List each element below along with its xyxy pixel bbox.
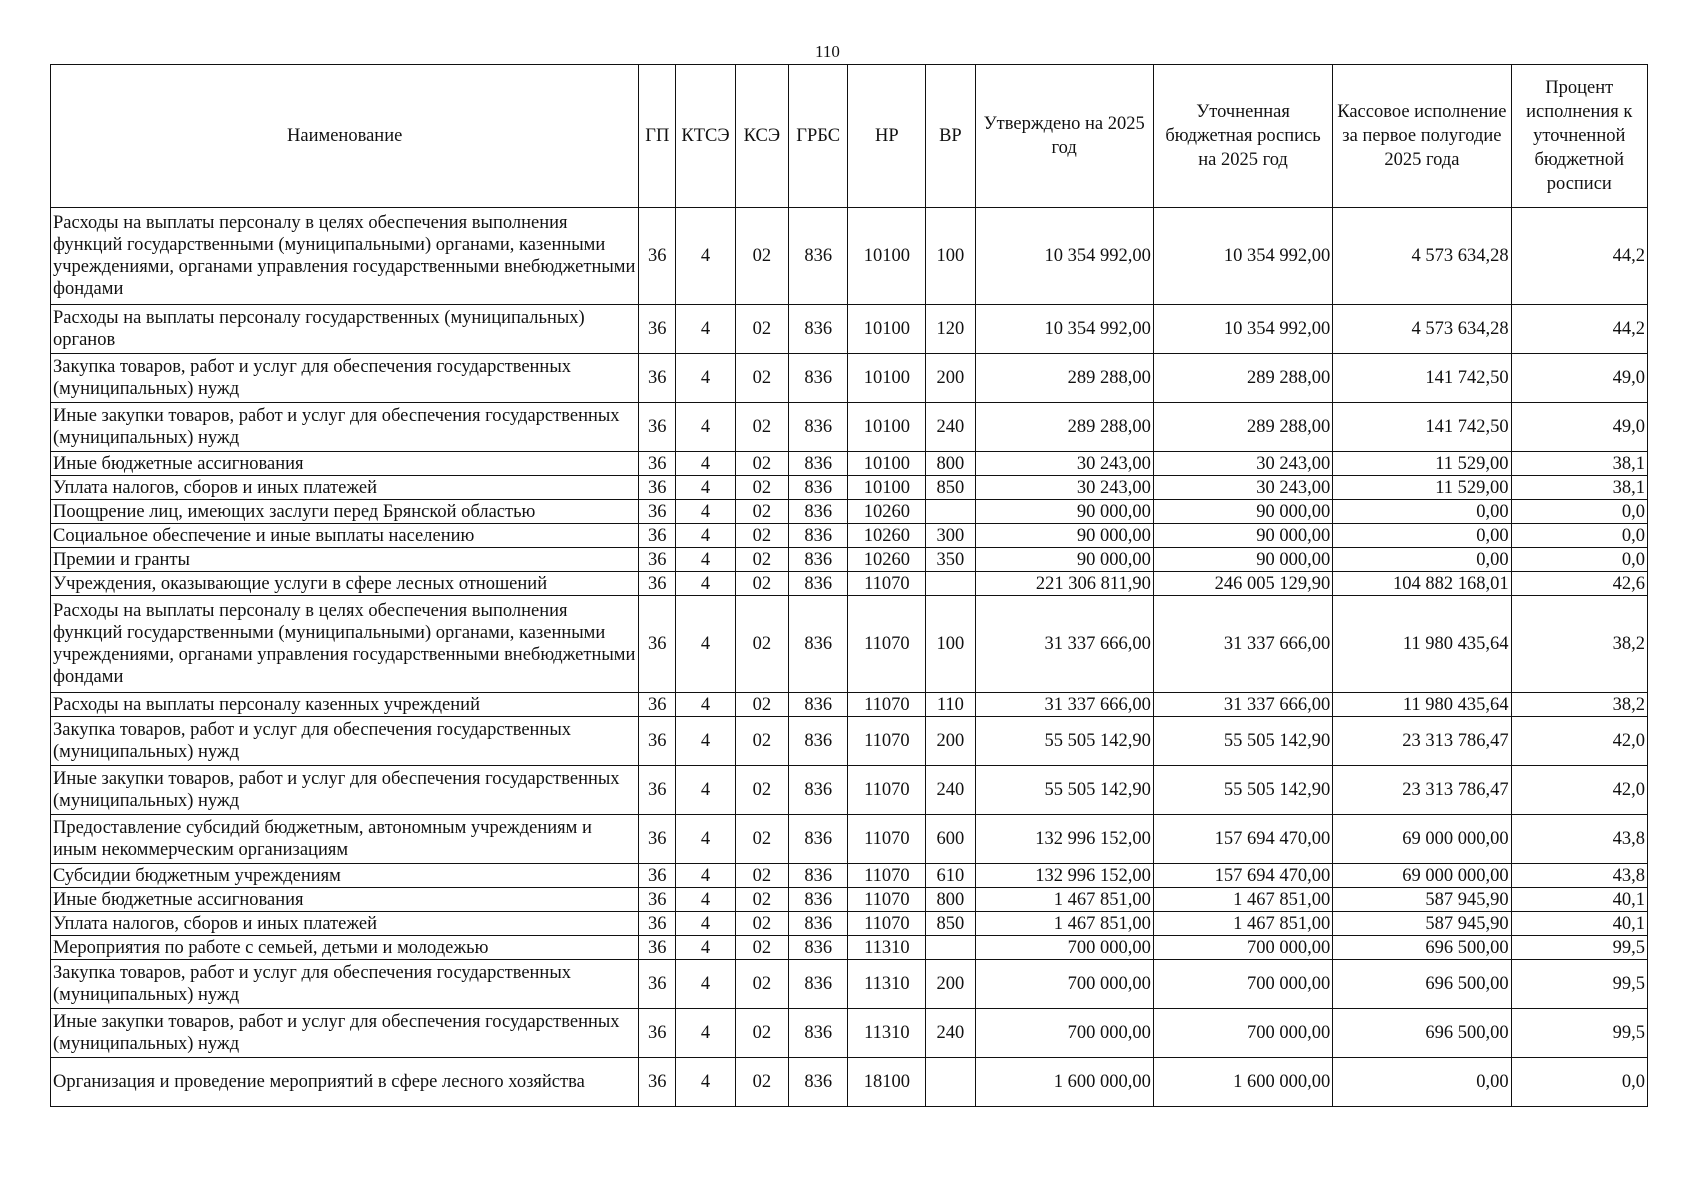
- table-row: [51, 452, 1648, 476]
- cell-vr: [926, 572, 975, 596]
- cell-kse: 02: [735, 208, 788, 305]
- cell-refined: 10 354 992,00: [1153, 305, 1332, 354]
- cell-name: Расходы на выплаты персоналу казенных учреждений: [51, 693, 639, 717]
- cell-np: 11070: [848, 912, 926, 936]
- cell-refined: 31 337 666,00: [1153, 693, 1332, 717]
- cell-percent: 0,0: [1511, 500, 1647, 524]
- table-row: [51, 476, 1648, 500]
- cell-gp: 36: [639, 452, 676, 476]
- cell-vr: 850: [926, 912, 975, 936]
- cell-ktse: 4: [676, 305, 735, 354]
- cell-np: 10100: [848, 476, 926, 500]
- header-np: НР: [848, 65, 926, 208]
- header-ktse: КТСЭ: [676, 65, 735, 208]
- cell-gp: 36: [639, 354, 676, 403]
- cell-grbs: 836: [788, 960, 847, 1009]
- cell-percent: 99,5: [1511, 960, 1647, 1009]
- cell-grbs: 836: [788, 912, 847, 936]
- table-row: [51, 693, 1648, 717]
- cell-gp: 36: [639, 912, 676, 936]
- cell-executed: 23 313 786,47: [1333, 717, 1511, 766]
- cell-np: 11070: [848, 766, 926, 815]
- cell-grbs: 836: [788, 936, 847, 960]
- cell-gp: 36: [639, 1058, 676, 1107]
- cell-ktse: 4: [676, 864, 735, 888]
- cell-name: Иные закупки товаров, работ и услуг для обеспечения государственных (муниципальных) нужд: [51, 766, 639, 815]
- cell-ktse: 4: [676, 572, 735, 596]
- cell-kse: 02: [735, 572, 788, 596]
- cell-executed: 4 573 634,28: [1333, 208, 1511, 305]
- cell-gp: 36: [639, 693, 676, 717]
- cell-name: Субсидии бюджетным учреждениям: [51, 864, 639, 888]
- cell-percent: 38,1: [1511, 452, 1647, 476]
- cell-kse: 02: [735, 354, 788, 403]
- cell-approved: 700 000,00: [975, 960, 1153, 1009]
- cell-kse: 02: [735, 766, 788, 815]
- cell-percent: 43,8: [1511, 864, 1647, 888]
- cell-vr: 120: [926, 305, 975, 354]
- cell-np: 11310: [848, 936, 926, 960]
- cell-gp: 36: [639, 717, 676, 766]
- budget-table: [50, 64, 1648, 1107]
- table-row: [51, 1009, 1648, 1058]
- cell-executed: 4 573 634,28: [1333, 305, 1511, 354]
- cell-np: 11310: [848, 1009, 926, 1058]
- cell-vr: 110: [926, 693, 975, 717]
- cell-refined: 246 005 129,90: [1153, 572, 1332, 596]
- cell-name: Премии и гранты: [51, 548, 639, 572]
- cell-percent: 49,0: [1511, 403, 1647, 452]
- cell-refined: 1 600 000,00: [1153, 1058, 1332, 1107]
- cell-np: 10100: [848, 403, 926, 452]
- cell-gp: 36: [639, 766, 676, 815]
- cell-ktse: 4: [676, 403, 735, 452]
- cell-percent: 40,1: [1511, 888, 1647, 912]
- cell-vr: [926, 936, 975, 960]
- cell-percent: 38,2: [1511, 693, 1647, 717]
- table-row: [51, 305, 1648, 354]
- cell-gp: 36: [639, 476, 676, 500]
- cell-name: Закупка товаров, работ и услуг для обеспечения государственных (муниципальных) нужд: [51, 960, 639, 1009]
- cell-name: Расходы на выплаты персоналу в целях обеспечения выполнения функций государственными (муниципальными) органами, казенными учреждениями, органами управления государственными внебюджетными фондами: [51, 596, 639, 693]
- cell-name: Иные закупки товаров, работ и услуг для обеспечения государственных (муниципальных) нужд: [51, 403, 639, 452]
- cell-kse: 02: [735, 960, 788, 1009]
- cell-kse: 02: [735, 596, 788, 693]
- cell-vr: 300: [926, 524, 975, 548]
- cell-ktse: 4: [676, 548, 735, 572]
- cell-refined: 55 505 142,90: [1153, 766, 1332, 815]
- cell-percent: 38,1: [1511, 476, 1647, 500]
- cell-gp: 36: [639, 548, 676, 572]
- cell-grbs: 836: [788, 524, 847, 548]
- cell-ktse: 4: [676, 1058, 735, 1107]
- cell-approved: 1 467 851,00: [975, 888, 1153, 912]
- cell-np: 10100: [848, 452, 926, 476]
- cell-executed: 0,00: [1333, 548, 1511, 572]
- cell-gp: 36: [639, 936, 676, 960]
- cell-refined: 30 243,00: [1153, 476, 1332, 500]
- cell-grbs: 836: [788, 815, 847, 864]
- cell-approved: 700 000,00: [975, 936, 1153, 960]
- cell-ktse: 4: [676, 452, 735, 476]
- cell-name: Иные закупки товаров, работ и услуг для обеспечения государственных (муниципальных) нужд: [51, 1009, 639, 1058]
- cell-np: 11070: [848, 717, 926, 766]
- cell-refined: 90 000,00: [1153, 524, 1332, 548]
- cell-kse: 02: [735, 500, 788, 524]
- cell-grbs: 836: [788, 476, 847, 500]
- cell-executed: 696 500,00: [1333, 1009, 1511, 1058]
- cell-ktse: 4: [676, 815, 735, 864]
- cell-vr: 350: [926, 548, 975, 572]
- cell-gp: 36: [639, 815, 676, 864]
- cell-approved: 30 243,00: [975, 476, 1153, 500]
- table-row: [51, 1058, 1648, 1107]
- cell-vr: 800: [926, 888, 975, 912]
- cell-kse: 02: [735, 815, 788, 864]
- cell-grbs: 836: [788, 1009, 847, 1058]
- cell-percent: 42,6: [1511, 572, 1647, 596]
- cell-gp: 36: [639, 888, 676, 912]
- cell-grbs: 836: [788, 305, 847, 354]
- cell-executed: 141 742,50: [1333, 354, 1511, 403]
- cell-gp: 36: [639, 1009, 676, 1058]
- cell-executed: 587 945,90: [1333, 912, 1511, 936]
- cell-percent: 44,2: [1511, 305, 1647, 354]
- header-percent: Процент исполнения к уточненной бюджетной росписи: [1511, 65, 1647, 208]
- cell-np: 11070: [848, 815, 926, 864]
- cell-gp: 36: [639, 864, 676, 888]
- table-row: [51, 354, 1648, 403]
- cell-vr: 850: [926, 476, 975, 500]
- cell-approved: 700 000,00: [975, 1009, 1153, 1058]
- cell-approved: 31 337 666,00: [975, 693, 1153, 717]
- cell-kse: 02: [735, 476, 788, 500]
- cell-ktse: 4: [676, 888, 735, 912]
- table-row: [51, 888, 1648, 912]
- header-name: Наименование: [51, 65, 639, 208]
- table-row: [51, 717, 1648, 766]
- cell-name: Учреждения, оказывающие услуги в сфере лесных отношений: [51, 572, 639, 596]
- cell-vr: 240: [926, 766, 975, 815]
- cell-np: 11070: [848, 693, 926, 717]
- cell-kse: 02: [735, 912, 788, 936]
- cell-name: Расходы на выплаты персоналу государственных (муниципальных) органов: [51, 305, 639, 354]
- cell-np: 11070: [848, 888, 926, 912]
- cell-kse: 02: [735, 305, 788, 354]
- cell-refined: 700 000,00: [1153, 1009, 1332, 1058]
- cell-executed: 11 529,00: [1333, 452, 1511, 476]
- table-body: [51, 208, 1648, 1107]
- cell-gp: 36: [639, 572, 676, 596]
- cell-np: 18100: [848, 1058, 926, 1107]
- cell-grbs: 836: [788, 864, 847, 888]
- cell-executed: 141 742,50: [1333, 403, 1511, 452]
- cell-vr: [926, 1058, 975, 1107]
- cell-kse: 02: [735, 864, 788, 888]
- cell-refined: 90 000,00: [1153, 548, 1332, 572]
- cell-np: 10100: [848, 354, 926, 403]
- table-row: [51, 912, 1648, 936]
- cell-grbs: 836: [788, 500, 847, 524]
- cell-percent: 40,1: [1511, 912, 1647, 936]
- cell-refined: 157 694 470,00: [1153, 815, 1332, 864]
- cell-percent: 43,8: [1511, 815, 1647, 864]
- cell-name: Организация и проведение мероприятий в сфере лесного хозяйства: [51, 1058, 639, 1107]
- table-row: [51, 766, 1648, 815]
- cell-approved: 31 337 666,00: [975, 596, 1153, 693]
- cell-kse: 02: [735, 1058, 788, 1107]
- cell-grbs: 836: [788, 208, 847, 305]
- cell-vr: 800: [926, 452, 975, 476]
- cell-percent: 0,0: [1511, 548, 1647, 572]
- cell-gp: 36: [639, 596, 676, 693]
- cell-percent: 99,5: [1511, 936, 1647, 960]
- table-row: [51, 864, 1648, 888]
- cell-vr: 200: [926, 960, 975, 1009]
- cell-ktse: 4: [676, 717, 735, 766]
- cell-ktse: 4: [676, 936, 735, 960]
- cell-percent: 49,0: [1511, 354, 1647, 403]
- cell-approved: 10 354 992,00: [975, 208, 1153, 305]
- cell-name: Иные бюджетные ассигнования: [51, 888, 639, 912]
- cell-percent: 0,0: [1511, 1058, 1647, 1107]
- cell-name: Расходы на выплаты персоналу в целях обеспечения выполнения функций государственными (муниципальными) органами, казенными учреждениями, органами управления государственными внебюджетными фондами: [51, 208, 639, 305]
- cell-name: Иные бюджетные ассигнования: [51, 452, 639, 476]
- cell-kse: 02: [735, 1009, 788, 1058]
- cell-percent: 42,0: [1511, 766, 1647, 815]
- cell-name: Социальное обеспечение и иные выплаты населению: [51, 524, 639, 548]
- table-row: [51, 960, 1648, 1009]
- header-grbs: ГРБС: [788, 65, 847, 208]
- cell-grbs: 836: [788, 354, 847, 403]
- header-executed: Кассовое исполнение за первое полугодие 2025 года: [1333, 65, 1511, 208]
- cell-np: 10100: [848, 208, 926, 305]
- table-row: [51, 548, 1648, 572]
- table-row: [51, 936, 1648, 960]
- cell-ktse: 4: [676, 208, 735, 305]
- cell-grbs: 836: [788, 1058, 847, 1107]
- cell-gp: 36: [639, 500, 676, 524]
- cell-refined: 157 694 470,00: [1153, 864, 1332, 888]
- header-vr: ВР: [926, 65, 975, 208]
- table-header-row: [51, 65, 1648, 208]
- cell-approved: 90 000,00: [975, 524, 1153, 548]
- cell-ktse: 4: [676, 500, 735, 524]
- table-row: [51, 815, 1648, 864]
- cell-vr: 100: [926, 596, 975, 693]
- cell-approved: 221 306 811,90: [975, 572, 1153, 596]
- cell-ktse: 4: [676, 766, 735, 815]
- page-number: 110: [815, 42, 840, 61]
- cell-ktse: 4: [676, 960, 735, 1009]
- cell-refined: 700 000,00: [1153, 936, 1332, 960]
- cell-gp: 36: [639, 524, 676, 548]
- cell-refined: 1 467 851,00: [1153, 888, 1332, 912]
- table-row: [51, 500, 1648, 524]
- cell-ktse: 4: [676, 354, 735, 403]
- cell-grbs: 836: [788, 888, 847, 912]
- cell-approved: 1 600 000,00: [975, 1058, 1153, 1107]
- cell-np: 10260: [848, 500, 926, 524]
- cell-vr: 610: [926, 864, 975, 888]
- cell-approved: 132 996 152,00: [975, 815, 1153, 864]
- cell-np: 11070: [848, 864, 926, 888]
- cell-grbs: 836: [788, 693, 847, 717]
- cell-np: 10100: [848, 305, 926, 354]
- cell-executed: 69 000 000,00: [1333, 815, 1511, 864]
- table-row: [51, 572, 1648, 596]
- cell-name: Уплата налогов, сборов и иных платежей: [51, 476, 639, 500]
- cell-percent: 42,0: [1511, 717, 1647, 766]
- cell-ktse: 4: [676, 693, 735, 717]
- cell-kse: 02: [735, 936, 788, 960]
- cell-np: 11070: [848, 572, 926, 596]
- cell-kse: 02: [735, 693, 788, 717]
- cell-vr: 600: [926, 815, 975, 864]
- cell-percent: 0,0: [1511, 524, 1647, 548]
- cell-percent: 44,2: [1511, 208, 1647, 305]
- table-row: [51, 524, 1648, 548]
- table-row: [51, 596, 1648, 693]
- cell-executed: 0,00: [1333, 500, 1511, 524]
- cell-grbs: 836: [788, 403, 847, 452]
- cell-name: Закупка товаров, работ и услуг для обеспечения государственных (муниципальных) нужд: [51, 717, 639, 766]
- cell-kse: 02: [735, 548, 788, 572]
- cell-percent: 38,2: [1511, 596, 1647, 693]
- cell-name: Предоставление субсидий бюджетным, автономным учреждениям и иным некоммерческим организациям: [51, 815, 639, 864]
- cell-refined: 1 467 851,00: [1153, 912, 1332, 936]
- cell-ktse: 4: [676, 1009, 735, 1058]
- cell-executed: 104 882 168,01: [1333, 572, 1511, 596]
- cell-name: Поощрение лиц, имеющих заслуги перед Брянской областью: [51, 500, 639, 524]
- header-gp: ГП: [639, 65, 676, 208]
- cell-vr: 240: [926, 403, 975, 452]
- cell-vr: 100: [926, 208, 975, 305]
- cell-executed: 696 500,00: [1333, 936, 1511, 960]
- cell-name: Закупка товаров, работ и услуг для обеспечения государственных (муниципальных) нужд: [51, 354, 639, 403]
- cell-executed: 0,00: [1333, 1058, 1511, 1107]
- cell-kse: 02: [735, 888, 788, 912]
- cell-approved: 289 288,00: [975, 354, 1153, 403]
- cell-name: Мероприятия по работе с семьей, детьми и молодежью: [51, 936, 639, 960]
- cell-approved: 30 243,00: [975, 452, 1153, 476]
- cell-approved: 55 505 142,90: [975, 766, 1153, 815]
- cell-grbs: 836: [788, 596, 847, 693]
- header-refined: Уточненная бюджетная роспись на 2025 год: [1153, 65, 1332, 208]
- cell-executed: 69 000 000,00: [1333, 864, 1511, 888]
- cell-np: 10260: [848, 548, 926, 572]
- cell-gp: 36: [639, 208, 676, 305]
- cell-executed: 0,00: [1333, 524, 1511, 548]
- header-approved: Утверждено на 2025 год: [975, 65, 1153, 208]
- cell-approved: 10 354 992,00: [975, 305, 1153, 354]
- cell-approved: 289 288,00: [975, 403, 1153, 452]
- cell-approved: 55 505 142,90: [975, 717, 1153, 766]
- cell-executed: 11 529,00: [1333, 476, 1511, 500]
- cell-ktse: 4: [676, 912, 735, 936]
- cell-executed: 23 313 786,47: [1333, 766, 1511, 815]
- cell-executed: 587 945,90: [1333, 888, 1511, 912]
- cell-grbs: 836: [788, 572, 847, 596]
- cell-approved: 132 996 152,00: [975, 864, 1153, 888]
- table-row: [51, 403, 1648, 452]
- cell-refined: 289 288,00: [1153, 403, 1332, 452]
- cell-vr: 200: [926, 354, 975, 403]
- cell-executed: 11 980 435,64: [1333, 693, 1511, 717]
- cell-gp: 36: [639, 960, 676, 1009]
- cell-refined: 55 505 142,90: [1153, 717, 1332, 766]
- cell-name: Уплата налогов, сборов и иных платежей: [51, 912, 639, 936]
- cell-executed: 696 500,00: [1333, 960, 1511, 1009]
- cell-refined: 31 337 666,00: [1153, 596, 1332, 693]
- cell-grbs: 836: [788, 452, 847, 476]
- cell-gp: 36: [639, 403, 676, 452]
- cell-executed: 11 980 435,64: [1333, 596, 1511, 693]
- table-row: [51, 208, 1648, 305]
- cell-refined: 30 243,00: [1153, 452, 1332, 476]
- cell-ktse: 4: [676, 596, 735, 693]
- cell-ktse: 4: [676, 524, 735, 548]
- cell-grbs: 836: [788, 548, 847, 572]
- cell-np: 11310: [848, 960, 926, 1009]
- cell-kse: 02: [735, 717, 788, 766]
- cell-refined: 10 354 992,00: [1153, 208, 1332, 305]
- cell-ktse: 4: [676, 476, 735, 500]
- cell-approved: 90 000,00: [975, 500, 1153, 524]
- cell-refined: 700 000,00: [1153, 960, 1332, 1009]
- cell-kse: 02: [735, 403, 788, 452]
- cell-vr: [926, 500, 975, 524]
- header-kse: КСЭ: [735, 65, 788, 208]
- cell-kse: 02: [735, 452, 788, 476]
- cell-approved: 1 467 851,00: [975, 912, 1153, 936]
- cell-percent: 99,5: [1511, 1009, 1647, 1058]
- cell-approved: 90 000,00: [975, 548, 1153, 572]
- cell-gp: 36: [639, 305, 676, 354]
- cell-np: 10260: [848, 524, 926, 548]
- cell-grbs: 836: [788, 717, 847, 766]
- cell-refined: 90 000,00: [1153, 500, 1332, 524]
- cell-np: 11070: [848, 596, 926, 693]
- cell-refined: 289 288,00: [1153, 354, 1332, 403]
- cell-vr: 200: [926, 717, 975, 766]
- cell-grbs: 836: [788, 766, 847, 815]
- cell-kse: 02: [735, 524, 788, 548]
- cell-vr: 240: [926, 1009, 975, 1058]
